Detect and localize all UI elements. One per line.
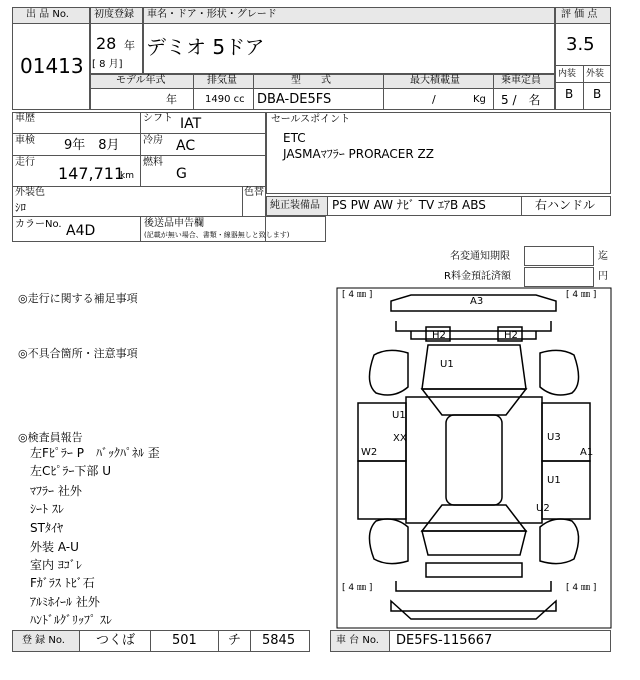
car-damage-diagram bbox=[336, 287, 612, 629]
tire-depth-rr: [ 4 ㎜ ] bbox=[566, 583, 597, 593]
ext-color-value: ｼﾛ bbox=[15, 201, 26, 214]
type-label: 型 式 bbox=[291, 75, 331, 86]
first-reg-year: 28 bbox=[96, 34, 117, 53]
aftermarket-note: (記載が無い場合、書類・線器無しと致します) bbox=[144, 231, 290, 239]
lot-label: 出 品 No. bbox=[26, 9, 69, 20]
color-no-value: A4D bbox=[66, 223, 96, 239]
exterior-grade: B bbox=[593, 87, 602, 101]
mileage-value: 147,711 bbox=[58, 164, 125, 183]
damage-mark-h2-left: H2 bbox=[432, 330, 446, 341]
reg-class: 501 bbox=[172, 633, 197, 648]
car-name-label: 車名・ドア・形状・グレード bbox=[147, 9, 277, 20]
tire-depth-rl: [ 4 ㎜ ] bbox=[342, 583, 373, 593]
capacity-value: 5 / 名 bbox=[501, 93, 541, 107]
shift-value: IAT bbox=[180, 116, 202, 132]
first-reg-month: [ 8 月] bbox=[92, 59, 123, 70]
exterior-label: 外装 bbox=[586, 69, 605, 79]
inspector-report-label: ◎検査員報告 bbox=[18, 431, 83, 444]
inspection-label: 車検 bbox=[15, 135, 35, 146]
damage-mark-u1-right: U1 bbox=[547, 475, 561, 486]
first-reg-label: 初度登録 bbox=[94, 9, 134, 20]
inspector-line: 外装 A-U bbox=[30, 540, 79, 554]
model-year-unit: 年 bbox=[166, 93, 177, 106]
car-name: デミオ 5ドア bbox=[146, 35, 265, 59]
inspection-value: 9年 8月 bbox=[64, 138, 120, 153]
damage-mark-u3: U3 bbox=[547, 432, 561, 443]
tire-depth-fl: [ 4 ㎜ ] bbox=[342, 290, 373, 300]
fuel-label: 燃料 bbox=[143, 157, 163, 168]
damage-mark-a3: A3 bbox=[470, 296, 484, 307]
chassis-label: 車 台 No. bbox=[336, 635, 379, 646]
grade-vdivider bbox=[583, 65, 584, 110]
reg-number: 5845 bbox=[262, 633, 296, 648]
fuel-value: G bbox=[176, 166, 187, 182]
inspector-line: 左Fﾋﾟﾗｰ P ﾊﾞｯｸﾊﾟﾈﾙ 歪 bbox=[30, 446, 160, 460]
sales-point-line-2: JASMAﾏﾌﾗｰ PRORACER ZZ bbox=[283, 147, 434, 161]
inspector-line: 左Cﾋﾟﾗｰ下部 U bbox=[30, 464, 111, 478]
inspector-line: ｱﾙﾐﾎｲｰﾙ 社外 bbox=[30, 595, 100, 609]
capacity-label: 乗車定員 bbox=[501, 75, 541, 86]
inspector-line: ﾊﾝﾄﾞﾙｸﾞﾘｯﾌﾟ ｽﾚ bbox=[30, 613, 112, 627]
model-year-label: モデル年式 bbox=[116, 75, 166, 86]
damage-mark-xx: XX bbox=[393, 433, 407, 444]
max-load-value: / bbox=[432, 93, 436, 106]
driving-remarks-label: ◎走行に関する補足事項 bbox=[18, 292, 138, 305]
damage-mark-h2-right: H2 bbox=[504, 330, 518, 341]
name-change-field bbox=[524, 246, 594, 266]
shift-label: シフト bbox=[143, 113, 173, 124]
year-unit: 年 bbox=[124, 39, 135, 52]
inspector-line: 室内 ﾖｺﾞﾚ bbox=[30, 558, 82, 572]
type-value: DBA-DE5FS bbox=[257, 92, 332, 107]
reg-kana: チ bbox=[228, 633, 242, 648]
inspector-line: ｼｰﾄ ｽﾚ bbox=[30, 502, 64, 516]
tire-depth-fr: [ 4 ㎜ ] bbox=[566, 290, 597, 300]
lot-number: 01413 bbox=[20, 54, 84, 78]
mileage-unit: km bbox=[120, 171, 134, 181]
max-load-unit: Kg bbox=[473, 94, 486, 105]
damage-mark-u2: U2 bbox=[536, 503, 550, 514]
name-change-label: 名変通知期限 bbox=[450, 251, 510, 262]
ext-color-label: 外装色 bbox=[15, 187, 45, 198]
color-no-label: カラーNo. bbox=[15, 219, 62, 230]
steering-value: 右ハンドル bbox=[535, 198, 596, 212]
sales-point-label: セールスポイント bbox=[271, 114, 351, 125]
reg-no-label: 登 録 No. bbox=[22, 635, 65, 646]
recycle-label: R料金預託済額 bbox=[444, 271, 511, 282]
grade-label: 評 価 点 bbox=[561, 9, 598, 20]
equipment-label: 純正装備品 bbox=[270, 200, 320, 211]
aircon-value: AC bbox=[176, 138, 196, 154]
name-change-unit: 迄 bbox=[598, 251, 608, 262]
interior-grade: B bbox=[565, 87, 574, 101]
recycle-unit: 円 bbox=[598, 271, 608, 282]
damage-mark-w2: W2 bbox=[361, 447, 378, 458]
aircon-label: 冷房 bbox=[143, 135, 163, 146]
reg-area: つくば bbox=[96, 633, 136, 648]
recycle-field bbox=[524, 267, 594, 287]
inspector-line: ﾏﾌﾗｰ 社外 bbox=[30, 484, 82, 498]
displacement-value: 1490 cc bbox=[205, 94, 245, 105]
sales-point-line-1: ETC bbox=[283, 131, 306, 145]
aftermarket-label: 後送品申告欄 bbox=[144, 218, 204, 229]
chassis-number: DE5FS-115667 bbox=[396, 633, 493, 648]
damage-mark-u1-left: U1 bbox=[392, 410, 406, 421]
inspector-line: STﾀｲﾔ bbox=[30, 521, 63, 535]
damage-mark-a1: A1 bbox=[580, 447, 594, 458]
damage-mark-u1-hood: U1 bbox=[440, 359, 454, 370]
displacement-label: 排気量 bbox=[207, 75, 237, 86]
defect-remarks-label: ◎不具合箇所・注意事項 bbox=[18, 347, 138, 360]
color-change-label: 色替 bbox=[244, 187, 264, 198]
mileage-label: 走行 bbox=[15, 157, 35, 168]
max-load-label: 最大積載量 bbox=[410, 75, 460, 86]
inspector-line: Fｶﾞﾗｽ ﾄﾋﾞ石 bbox=[30, 576, 95, 590]
equipment-value: PS PW AW ﾅﾋﾞ TV ｴｱB ABS bbox=[332, 198, 486, 212]
interior-label: 内装 bbox=[558, 69, 577, 79]
history-label: 車歴 bbox=[15, 113, 35, 124]
grade-value: 3.5 bbox=[566, 34, 595, 55]
grade-divider-2 bbox=[555, 82, 611, 83]
